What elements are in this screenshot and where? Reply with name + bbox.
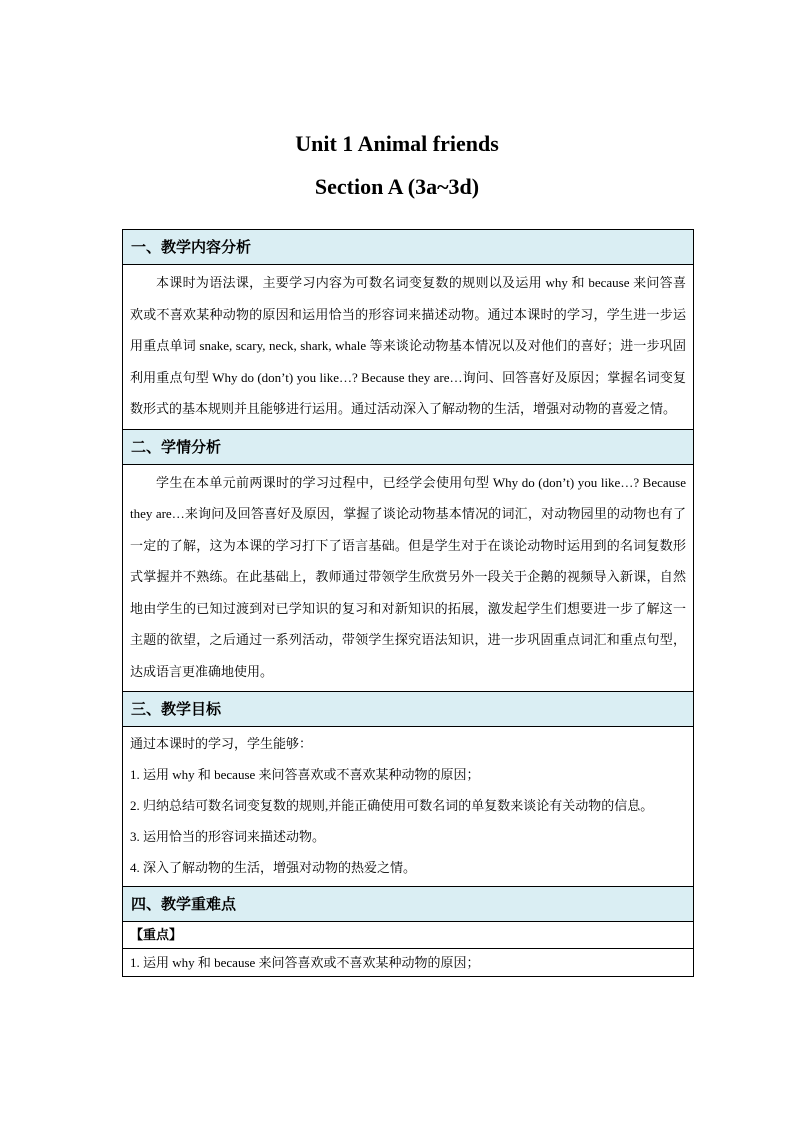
key-point-item: 1. 运用 why 和 because 来问答喜欢或不喜欢某种动物的原因； [130,955,480,970]
content-analysis-body [123,265,693,430]
unit-title: Unit 1 Animal friends [295,131,499,156]
goal-item: 3. 运用恰当的形容词来描述动物。 [130,829,326,844]
learner-analysis-text: 学生在本单元前两课时的学习过程中，已经学会使用句型 Why do (don’t) you like…? Because they are…来询问及回答喜好及原因，掌握了谈论动物基本情况的词汇，对动物园里的动物也有了一定的了解，这为本课的学习打下了语言基础。但是学生对于在谈论动物时运用到的名词复数形式掌握并不熟练。在此基础上，教师通过带领学生欣赏另外一段关于企鹅的视频导入新课，自然地由学生的已知过渡到对已学知识的复习和对新知识的拓展，激发起学生们想要进一步了解这一主题的欲望，之后通过一系列活动，带领学生探究语法知识，进一步巩固重点词汇和重点句型，达成语言更准确地使用。 [130,474,686,679]
key-points-label: 【重点】 [130,927,183,942]
goal-item: 2. 归纳总结可数名词变复数的规则,并能正确使用可数名词的单复数来谈论有关动物的信息。 [130,798,654,813]
section-title: Section A (3a~3d) [314,174,480,199]
learner-analysis-body [123,465,693,693]
goal-item: 1. 运用 why 和 because 来问答喜欢或不喜欢某种动物的原因； [130,767,480,782]
lesson-plan-table [122,229,694,977]
learner-analysis-heading: 二、学情分析 [123,430,693,465]
teaching-goals-heading: 三、教学目标 [123,692,693,727]
key-points-heading: 四、教学重难点 [123,887,693,922]
content-analysis-heading: 一、教学内容分析 [123,230,693,265]
content-analysis-text: 本课时为语法课，主要学习内容为可数名词变复数的规则以及运用 why 和 because 来问答喜欢或不喜欢某种动物的原因和运用恰当的形容词来描述动物。通过本课时的学习，学生进一步运用重点单词 snake, scary, neck, shark, whale 等来谈论动物基本情况以及对他们的喜好；进一步巩固利用重点句型 Why do (don’t) you like…? Because they are…询问、回答喜好及原因；掌握名词变复数形式的基本规则并且能够进行运用。通过活动深入了解动物的生活，增强对动物的喜爱之情。 [130,275,686,416]
teaching-goals-body [123,727,693,887]
key-points-body [123,949,693,976]
goals-intro: 通过本课时的学习，学生能够： [130,736,313,751]
goal-item: 4. 深入了解动物的生活，增强对动物的热爱之情。 [130,860,417,875]
key-points-label-row [123,922,693,949]
